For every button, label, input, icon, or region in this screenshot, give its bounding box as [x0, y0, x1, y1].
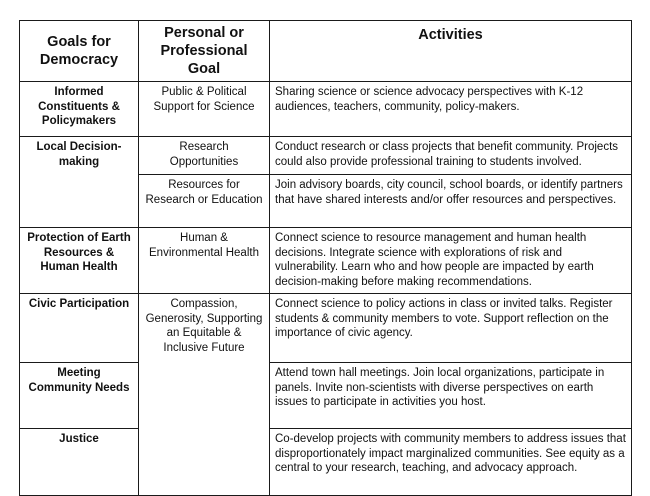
activity-cell: Attend town hall meetings. Join local organizations, participate in panels. Invite non-scientists with diverse perspectives on earth issues to participate in activities you host.	[270, 363, 632, 429]
personal-goal-cell: Human & Environmental Health	[139, 228, 270, 294]
goal-cell: Civic Participation	[20, 294, 139, 363]
table-row	[20, 429, 632, 496]
activity-cell: Sharing science or science advocacy perspectives with K-12 audiences, teachers, community, policy-makers.	[270, 82, 632, 137]
activity-cell: Connect science to policy actions in class or invited talks. Register students & community members to vote. Support reflection on the importance of civic agency.	[270, 294, 632, 363]
goals-table	[19, 20, 632, 496]
table-row	[20, 228, 632, 294]
table-row	[20, 82, 632, 137]
header-activities: Activities	[270, 21, 632, 82]
table-row	[20, 363, 632, 429]
header-goals: Goals for Democracy	[20, 21, 139, 82]
personal-goal-cell: Resources for Research or Education	[139, 175, 270, 228]
goal-cell: Meeting Community Needs	[20, 363, 139, 429]
table-row	[20, 294, 632, 363]
table-row	[20, 137, 632, 175]
personal-goal-cell: Compassion, Generosity, Supporting an Equitable & Inclusive Future	[139, 294, 270, 496]
activity-cell: Co-develop projects with community members to address issues that disproportionately impact marginalized communities. See equity as a central to your research, teaching, and advocacy approach.	[270, 429, 632, 496]
personal-goal-cell: Research Opportunities	[139, 137, 270, 175]
header-row	[20, 21, 632, 82]
personal-goal-cell: Public & Political Support for Science	[139, 82, 270, 137]
goal-cell: Informed Constituents & Policymakers	[20, 82, 139, 137]
activity-cell: Connect science to resource management and human health decisions. Integrate science with explorations of risk and vulnerability. Learn who and how people are impacted by earth decision-making before making recommendations.	[270, 228, 632, 294]
goal-cell: Local Decision-making	[20, 137, 139, 228]
activity-cell: Join advisory boards, city council, school boards, or identify partners that have shared interests and/or offer resources and perspectives.	[270, 175, 632, 228]
goal-cell: Protection of Earth Resources & Human Health	[20, 228, 139, 294]
header-personal: Personal or Professional Goal	[139, 21, 270, 82]
goal-cell: Justice	[20, 429, 139, 496]
activity-cell: Conduct research or class projects that benefit community. Projects could also provide professional training to students involved.	[270, 137, 632, 175]
